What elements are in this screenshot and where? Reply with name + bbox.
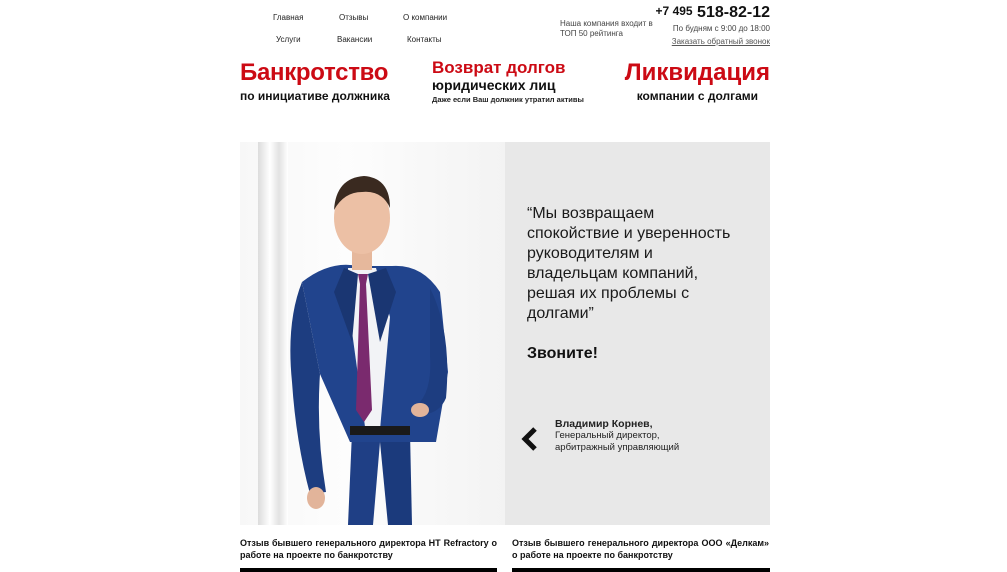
nav-services[interactable]: Услуги (276, 35, 301, 44)
person-illustration (240, 142, 505, 525)
quote-line: “Мы возвращаем (527, 205, 655, 222)
author-role-1: Генеральный директор, (555, 430, 660, 441)
call-to-action: Звоните! (527, 345, 598, 362)
nav-contacts[interactable]: Контакты (407, 35, 442, 44)
service-note: Даже если Ваш должник утратил активы (432, 95, 584, 104)
quote-line: решая их проблемы с (527, 285, 690, 302)
phone-number: 518-82-12 (697, 4, 770, 21)
ceo-quote (527, 204, 762, 324)
review-link-ht-refractory[interactable]: Отзыв бывшего генерального директора НТ Refractory о работе на проекте по банкротству (240, 538, 497, 560)
nav-about[interactable]: О компании (403, 13, 448, 22)
service-title: Возврат долгов (432, 58, 566, 77)
quote-author (555, 418, 679, 454)
nav-reviews[interactable]: Отзывы (339, 13, 369, 22)
phone[interactable] (656, 4, 770, 22)
service-title: Ликвидация (624, 59, 770, 86)
phone-code: +7 495 (655, 4, 693, 18)
service-subtitle: компании с долгами (636, 89, 759, 103)
quote-line: спокойствие и уверенность (527, 225, 731, 242)
service-bankruptcy[interactable] (240, 60, 390, 103)
work-hours: По будням с 9:00 до 18:00 (672, 24, 770, 33)
service-title: Банкротство (240, 59, 389, 86)
service-subtitle: юридических лиц (432, 77, 556, 93)
quote-line: долгами” (527, 305, 594, 322)
callback-link[interactable]: Заказать обратный звонок (671, 37, 770, 46)
ceo-photo (240, 142, 505, 525)
hero-banner (240, 142, 770, 525)
quote-line: руководителям и (527, 245, 653, 262)
service-subtitle: по инициативе должника (240, 89, 390, 103)
rating-info (560, 19, 653, 39)
rating-line-1: Наша компания входит в (560, 19, 653, 28)
chevron-left-icon[interactable] (519, 426, 541, 452)
service-debt-recovery[interactable] (432, 58, 584, 104)
service-liquidation[interactable] (625, 60, 770, 103)
review-link-delcam[interactable]: Отзыв бывшего генерального директора ООО «Делкам» о работе на проекте по банкротству (512, 538, 769, 560)
rating-line-2: ТОП 50 рейтинга (560, 29, 623, 38)
quote-line: владельцам компаний, (527, 265, 699, 282)
nav-vacancies[interactable]: Вакансии (337, 35, 373, 44)
nav-home[interactable]: Главная (273, 13, 304, 22)
author-role-2: арбитражный управляющий (555, 442, 680, 453)
review-divider (240, 568, 497, 572)
review-divider (512, 568, 770, 572)
author-name: Владимир Корнев, (555, 418, 653, 430)
quote-panel (505, 142, 770, 525)
